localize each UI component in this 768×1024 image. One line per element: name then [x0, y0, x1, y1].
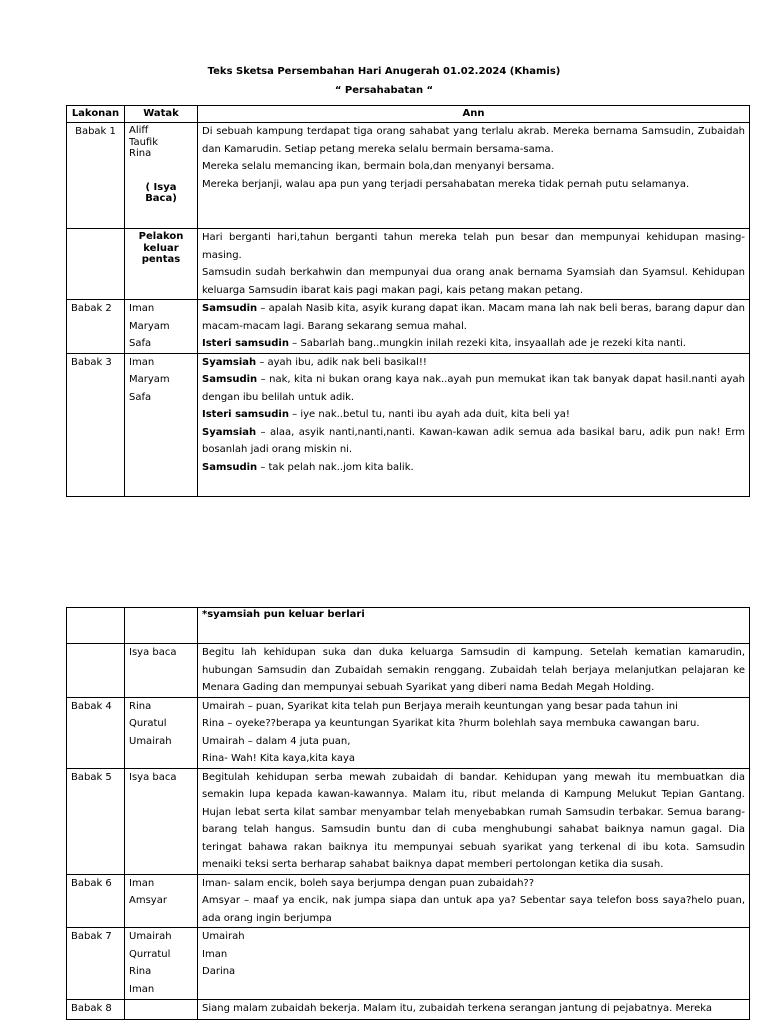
watak-cell — [125, 353, 198, 496]
dialog-line: Amsyar – maaf ya encik, nak jumpa siapa dan untuk apa ya? Sebentar saya telefon boss saya?helo puan, ada orang ingin berjumpa — [202, 895, 745, 924]
dialog-text: – ayah ibu, adik nak beli basikal!! — [256, 356, 427, 368]
watak-name: Rina — [129, 700, 152, 712]
watak-cell — [125, 229, 198, 300]
table-row-stage-direction — [67, 608, 750, 644]
dialog-line: Rina – oyeke??berapa ya keuntungan Syarikat kita ?hurm bolehlah saya membuka cawangan baru. — [202, 718, 700, 729]
table-row-babak6 — [67, 874, 750, 928]
watak-name: Maryam — [129, 374, 170, 385]
content-cell — [198, 300, 750, 354]
table-row-pelakon — [67, 229, 750, 300]
content-cell — [198, 123, 750, 229]
lakonan-cell: Babak 8 — [67, 1000, 125, 1020]
watak-name: Safa — [129, 338, 152, 349]
watak-name: Umairah — [129, 735, 172, 747]
watak-cell: Isya baca — [125, 644, 198, 698]
table-row-babak7 — [67, 928, 750, 1000]
dialog-line: Iman- salam encik, boleh saya berjumpa dengan puan zubaidah?? — [202, 877, 535, 889]
dialog-line: Umairah – puan, Syarikat kita telah pun Berjaya meraih keuntungan yang besar pada tahun ini — [202, 700, 678, 712]
dialog-line: Rina- Wah! Kita kaya,kita kaya — [202, 753, 355, 764]
watak-cell: Isya baca — [125, 768, 198, 874]
name-line: Umairah — [202, 931, 245, 942]
content-cell: Siang malam zubaidah bekerja. Malam itu, zubaidah terkena serangan jantung di pejabatnya. Mereka — [198, 1000, 750, 1020]
watak-cell — [125, 928, 198, 1000]
name-line: Darina — [202, 966, 236, 977]
table-row-babak4 — [67, 697, 750, 768]
watak-cell — [125, 697, 198, 768]
document-subtitle: “ Persahabatan “ — [334, 85, 434, 96]
content-cell — [198, 697, 750, 768]
table-row-narration — [67, 644, 750, 698]
watak-name: Iman — [129, 303, 155, 314]
speaker-name: Isteri samsudin — [202, 409, 289, 420]
dialog-line — [202, 335, 745, 353]
watak-note: ( Isya Baca) — [145, 181, 177, 204]
content-cell: Begitu lah kehidupan suka dan duka keluarga Samsudin di kampung. Setelah kematian kamarudin, hubungan Samsudin dan Zubaidah semakin renggang. Zubaidah telah berjaya melanjutkan pelajaran ke Menara Gading dan mempunyai sebuah Syarikat yang diberi nama Bedah Megah Holding. — [198, 644, 750, 698]
dialog-text: – iye nak..betul tu, nanti ibu ayah ada duit, kita beli ya! — [288, 409, 570, 420]
watak-name: Iman — [129, 877, 155, 889]
watak-name: Maryam — [129, 320, 170, 332]
speaker-name: Syamsiah — [202, 426, 257, 438]
dialog-text: – Sabarlah bang..mungkin inilah rezeki kita, insyaallah ade je rezeki kita nanti. — [288, 338, 686, 349]
narration-line: Mereka selalu memancing ikan, bermain bola,dan menyanyi bersama. — [202, 161, 555, 172]
dialog-line: Umairah – dalam 4 juta puan, — [202, 735, 351, 747]
content-cell — [198, 928, 750, 1000]
lakonan-cell: Babak 3 — [67, 353, 125, 496]
content-cell — [198, 608, 750, 644]
lakonan-label: Babak 1 — [75, 126, 116, 137]
dialog-line — [202, 424, 745, 459]
content-cell — [198, 229, 750, 300]
watak-cell — [125, 1000, 198, 1020]
table-row-babak5 — [67, 768, 750, 874]
stage-direction: *syamsiah pun keluar berlari — [202, 609, 365, 620]
watak-cell — [125, 300, 198, 354]
watak-name: Quratul — [129, 718, 167, 729]
lakonan-cell: Babak 7 — [67, 928, 125, 1000]
dialog-text: – apalah Nasib kita, asyik kurang dapat ikan. Macam mana lah nak beli beras, barang dapur dan macam-macam lagi. Barang sekarang semua mahal. — [202, 303, 745, 332]
watak-cell — [125, 874, 198, 928]
watak-name: Safa — [129, 391, 152, 403]
lakonan-cell: Babak 4 — [67, 697, 125, 768]
speaker-name: Samsudin — [202, 374, 258, 385]
table-row-babak3 — [67, 353, 750, 496]
narration-line: Di sebuah kampung terdapat tiga orang sahabat yang terlalu akrab. Mereka bernama Samsudin, Zubaidah dan Kamarudin. Setiap petang mereka selalu bermain bersama-sama. — [202, 126, 745, 155]
watak-cell — [125, 123, 198, 229]
watak-name: Amsyar — [129, 895, 167, 906]
watak-note: Pelakon keluar pentas — [138, 231, 184, 265]
watak-name: Taufik — [129, 136, 159, 148]
dialog-text: – tak pelah nak..jom kita balik. — [257, 461, 414, 473]
content-cell — [198, 353, 750, 496]
dialog-line — [202, 459, 745, 477]
table-header-row — [67, 106, 750, 123]
table-row-babak1 — [67, 123, 750, 229]
lakonan-cell: Babak 2 — [67, 300, 125, 354]
watak-name: Iman — [129, 983, 155, 995]
dialog-line — [202, 300, 745, 335]
lakonan-cell — [67, 229, 125, 300]
lakonan-cell — [67, 123, 125, 229]
lakonan-cell — [67, 644, 125, 698]
dialog-text: – nak, kita ni bukan orang kaya nak..ayah pun memukat ikan tak banyak dapat hasil.nanti ayah dengan ibu belilah untuk adik. — [202, 374, 745, 403]
narration-line: Samsudin sudah berkahwin dan mempunyai dua orang anak bernama Syamsiah dan Syamsul. Kehidupan keluarga Samsudin ibarat kais pagi makan pagi, kais petang makan petang. — [202, 267, 745, 296]
speaker-name: Samsudin — [202, 461, 258, 473]
narration-line: Mereka berjanji, walau apa pun yang terjadi persahabatan mereka tidak pernah putu selamanya. — [202, 178, 690, 190]
table-row-babak8 — [67, 1000, 750, 1020]
name-line: Iman — [202, 948, 228, 960]
document-title: Teks Sketsa Persembahan Hari Anugerah 01.02.2024 (Khamis) — [207, 66, 561, 77]
speaker-name: Syamsiah — [202, 356, 257, 368]
watak-name: Umairah — [129, 931, 172, 942]
speaker-name: Isteri samsudin — [202, 338, 289, 349]
dialog-text: – alaa, asyik nanti,nanti,nanti. Kawan-kawan adik semua ada basikal baru, adik pun nak! Erm bosanlah jadi orang miskin ni. — [202, 426, 745, 455]
speaker-name: Samsudin — [202, 303, 258, 314]
header-watak: Watak — [125, 106, 198, 123]
script-table-2 — [66, 607, 750, 1020]
lakonan-cell — [67, 608, 125, 644]
content-cell: Begitulah kehidupan serba mewah zubaidah di bandar. Kehidupan yang mewah itu membuatkan dia semakin lupa kepada kawan-kawannya. Malam itu, ribut melanda di Kampung Melukut Tepian Gantang. Hujan lebat serta kilat sambar menyambar telah menyebabkan rumah Samsudin terbakar. Semua barang-barang telah hangus. Samsudin buntu dan di cuba menghubungi sahabat baiknya namun gagal. Dia teringat bahawa rakan baiknya itu mempunyai sebuah syarikat yang terkenal di ibu kota. Samsudin menaiki teksi serta berharap sahabat baiknya dapat memberi pertolongan ketika dia susah. — [198, 768, 750, 874]
watak-name: Rina — [129, 148, 152, 159]
watak-name: Aliff — [129, 125, 149, 136]
dialog-line — [202, 371, 745, 406]
table-row-babak2 — [67, 300, 750, 354]
watak-name: Rina — [129, 966, 152, 977]
narration-line: Hari berganti hari,tahun berganti tahun mereka telah pun besar dan mempunyai kehidupan masing-masing. — [202, 232, 745, 261]
dialog-line — [202, 406, 745, 424]
watak-cell — [125, 608, 198, 644]
lakonan-cell: Babak 6 — [67, 874, 125, 928]
header-lakonan: Lakonan — [67, 106, 125, 123]
lakonan-cell: Babak 5 — [67, 768, 125, 874]
header-ann: Ann — [198, 106, 750, 123]
content-cell — [198, 874, 750, 928]
script-table-1 — [66, 105, 750, 497]
dialog-line — [202, 354, 745, 372]
watak-name: Qurratul — [129, 948, 171, 960]
watak-name: Iman — [129, 356, 155, 368]
